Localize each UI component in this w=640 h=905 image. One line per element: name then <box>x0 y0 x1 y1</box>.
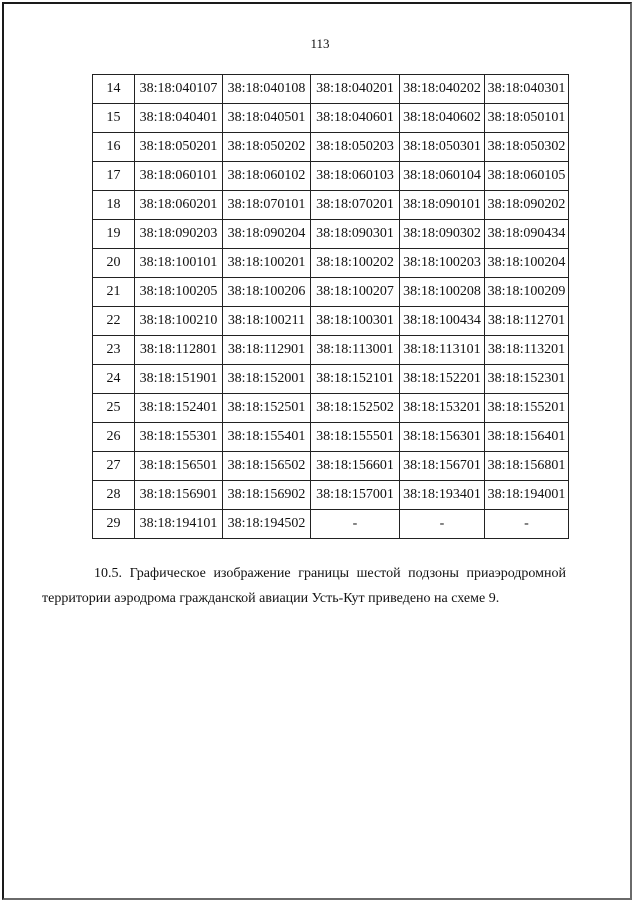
cadastral-number-cell: 38:18:050101 <box>485 104 569 133</box>
cadastral-number-cell: 38:18:152401 <box>135 394 223 423</box>
cadastral-number-cell: 38:18:156501 <box>135 452 223 481</box>
cadastral-number-cell: 38:18:100207 <box>311 278 400 307</box>
cadastral-number-cell: 38:18:112901 <box>223 336 311 365</box>
cadastral-number-cell: 38:18:050302 <box>485 133 569 162</box>
cadastral-number-cell: 38:18:040201 <box>311 75 400 104</box>
row-number-cell: 28 <box>93 481 135 510</box>
cadastral-number-cell: 38:18:100201 <box>223 249 311 278</box>
cadastral-number-cell: 38:18:040301 <box>485 75 569 104</box>
cadastral-table-body <box>93 75 569 539</box>
cadastral-number-cell: 38:18:060101 <box>135 162 223 191</box>
row-number-cell: 29 <box>93 510 135 539</box>
cadastral-number-cell: 38:18:100203 <box>400 249 485 278</box>
cadastral-number-cell: 38:18:194101 <box>135 510 223 539</box>
table-row <box>93 191 569 220</box>
table-row <box>93 162 569 191</box>
row-number-cell: 22 <box>93 307 135 336</box>
table-row <box>93 481 569 510</box>
cadastral-number-cell: 38:18:151901 <box>135 365 223 394</box>
paragraph-10-5 <box>42 561 566 611</box>
cadastral-number-cell: 38:18:060201 <box>135 191 223 220</box>
paragraph-line-2: территории аэродрома гражданской авиации Усть-Кут приведено на схеме 9. <box>42 591 500 606</box>
table-row <box>93 278 569 307</box>
cadastral-number-cell: 38:18:050202 <box>223 133 311 162</box>
cadastral-number-cell: 38:18:100204 <box>485 249 569 278</box>
cadastral-number-cell: 38:18:090301 <box>311 220 400 249</box>
row-number-cell: 24 <box>93 365 135 394</box>
cadastral-number-cell: 38:18:155301 <box>135 423 223 452</box>
cadastral-number-cell: 38:18:100211 <box>223 307 311 336</box>
cadastral-number-cell: 38:18:050203 <box>311 133 400 162</box>
cadastral-number-cell: 38:18:090434 <box>485 220 569 249</box>
cadastral-number-cell: 38:18:070101 <box>223 191 311 220</box>
cadastral-number-cell: 38:18:100206 <box>223 278 311 307</box>
table-row <box>93 133 569 162</box>
table-row <box>93 220 569 249</box>
cadastral-number-cell: 38:18:040202 <box>400 75 485 104</box>
cadastral-number-cell: 38:18:155201 <box>485 394 569 423</box>
cadastral-number-cell: 38:18:193401 <box>400 481 485 510</box>
cadastral-number-cell: 38:18:090302 <box>400 220 485 249</box>
table-row <box>93 510 569 539</box>
cadastral-number-cell: 38:18:152001 <box>223 365 311 394</box>
cadastral-number-cell: - <box>311 510 400 539</box>
cadastral-number-cell: 38:18:100301 <box>311 307 400 336</box>
row-number-cell: 26 <box>93 423 135 452</box>
table-row <box>93 452 569 481</box>
cadastral-number-cell: 38:18:100210 <box>135 307 223 336</box>
cadastral-number-cell: 38:18:040107 <box>135 75 223 104</box>
cadastral-number-cell: 38:18:153201 <box>400 394 485 423</box>
cadastral-number-cell: 38:18:040108 <box>223 75 311 104</box>
cadastral-number-cell: 38:18:113201 <box>485 336 569 365</box>
row-number-cell: 21 <box>93 278 135 307</box>
cadastral-number-cell: 38:18:060104 <box>400 162 485 191</box>
cadastral-number-cell: - <box>400 510 485 539</box>
cadastral-number-cell: 38:18:070201 <box>311 191 400 220</box>
cadastral-number-cell: 38:18:156801 <box>485 452 569 481</box>
cadastral-number-cell: 38:18:060102 <box>223 162 311 191</box>
cadastral-number-cell: 38:18:152502 <box>311 394 400 423</box>
cadastral-number-cell: 38:18:050201 <box>135 133 223 162</box>
cadastral-number-cell: 38:18:156601 <box>311 452 400 481</box>
cadastral-number-cell: 38:18:050301 <box>400 133 485 162</box>
cadastral-number-cell: 38:18:040601 <box>311 104 400 133</box>
cadastral-number-cell: 38:18:100202 <box>311 249 400 278</box>
cadastral-number-cell: 38:18:152301 <box>485 365 569 394</box>
table-row <box>93 423 569 452</box>
cadastral-number-cell: 38:18:060105 <box>485 162 569 191</box>
cadastral-number-cell: 38:18:100209 <box>485 278 569 307</box>
cadastral-number-cell: 38:18:112801 <box>135 336 223 365</box>
cadastral-number-cell: 38:18:157001 <box>311 481 400 510</box>
row-number-cell: 23 <box>93 336 135 365</box>
cadastral-number-cell: 38:18:090202 <box>485 191 569 220</box>
cadastral-number-cell: 38:18:152201 <box>400 365 485 394</box>
cadastral-number-cell: 38:18:100208 <box>400 278 485 307</box>
table-row <box>93 249 569 278</box>
row-number-cell: 25 <box>93 394 135 423</box>
cadastral-number-cell: 38:18:155401 <box>223 423 311 452</box>
cadastral-number-cell: 38:18:060103 <box>311 162 400 191</box>
cadastral-number-cell: 38:18:113001 <box>311 336 400 365</box>
row-number-cell: 14 <box>93 75 135 104</box>
cadastral-number-cell: 38:18:090203 <box>135 220 223 249</box>
paragraph-line-1: 10.5. Графическое изображение границы шестой подзоны приаэродромной <box>94 566 566 581</box>
cadastral-number-cell: 38:18:152501 <box>223 394 311 423</box>
cadastral-number-cell: 38:18:090204 <box>223 220 311 249</box>
table-row <box>93 104 569 133</box>
page-number: 113 <box>310 36 330 51</box>
cadastral-number-cell: 38:18:100205 <box>135 278 223 307</box>
cadastral-number-cell: 38:18:156701 <box>400 452 485 481</box>
table-row <box>93 75 569 104</box>
table-row <box>93 394 569 423</box>
cadastral-number-cell: 38:18:090101 <box>400 191 485 220</box>
cadastral-table <box>92 74 569 539</box>
row-number-cell: 20 <box>93 249 135 278</box>
cadastral-number-cell: 38:18:156901 <box>135 481 223 510</box>
cadastral-number-cell: 38:18:152101 <box>311 365 400 394</box>
cadastral-number-cell: 38:18:194502 <box>223 510 311 539</box>
cadastral-number-cell: 38:18:155501 <box>311 423 400 452</box>
row-number-cell: 19 <box>93 220 135 249</box>
row-number-cell: 15 <box>93 104 135 133</box>
row-number-cell: 27 <box>93 452 135 481</box>
table-row <box>93 336 569 365</box>
cadastral-number-cell: 38:18:112701 <box>485 307 569 336</box>
cadastral-number-cell: 38:18:040401 <box>135 104 223 133</box>
cadastral-number-cell: 38:18:156902 <box>223 481 311 510</box>
row-number-cell: 18 <box>93 191 135 220</box>
row-number-cell: 17 <box>93 162 135 191</box>
cadastral-number-cell: 38:18:100434 <box>400 307 485 336</box>
cadastral-number-cell: 38:18:156301 <box>400 423 485 452</box>
cadastral-number-cell: 38:18:194001 <box>485 481 569 510</box>
table-row <box>93 307 569 336</box>
cadastral-number-cell: 38:18:100101 <box>135 249 223 278</box>
cadastral-number-cell: 38:18:156502 <box>223 452 311 481</box>
cadastral-number-cell: 38:18:040501 <box>223 104 311 133</box>
cadastral-number-cell: 38:18:156401 <box>485 423 569 452</box>
table-row <box>93 365 569 394</box>
cadastral-number-cell: 38:18:113101 <box>400 336 485 365</box>
row-number-cell: 16 <box>93 133 135 162</box>
cadastral-number-cell: - <box>485 510 569 539</box>
cadastral-number-cell: 38:18:040602 <box>400 104 485 133</box>
